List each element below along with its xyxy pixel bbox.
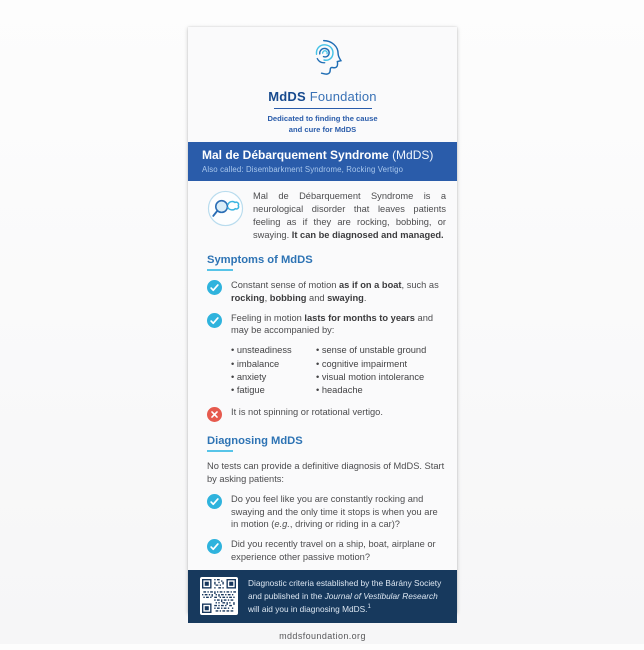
list-item-label: unsteadiness [236,345,292,356]
symptom-bullet-1-text [231,279,446,304]
logo-block [188,27,457,136]
logo-divider [274,108,372,109]
card-content [188,181,457,570]
symptoms-heading-underline [207,269,233,271]
text-segment: , [264,293,270,304]
qr-code [200,577,238,615]
text-segment: Do you feel like you are constantly rocking and swaying and the only time it stops is when you are in motion ( [231,493,438,530]
check-icon [207,539,222,554]
text-segment: e.g. [274,519,290,530]
list-item [316,384,426,397]
tagline-line-2: and cure for MdDS [288,125,357,135]
text-segment: rocking [231,293,265,304]
question-1-text [231,493,446,531]
brain-head-logo-icon [300,37,346,83]
list-item [231,371,303,384]
accompanying-symptoms-columns [231,344,446,398]
list-item-label: sense of unstable ground [321,345,427,356]
text-segment: will aid you in diagnosing MdDS. [248,603,368,614]
text-segment: Diagnostic criteria established by the Bárány Society and published in the [248,578,442,602]
citation-box [188,570,457,623]
symptom-bullet-2 [207,312,446,337]
text-segment: , driving or riding in a car)? [289,519,400,530]
question-bullet-2 [207,538,446,563]
text-segment: Constant sense of motion [231,280,340,291]
not-vertigo-text: It is not spinning or rotational vertigo. [231,406,383,417]
citation-text [248,577,445,616]
symptoms-heading: Symptoms of MdDS [207,254,313,267]
symptom-sublist-left [231,344,303,398]
logo-wordmark [188,89,457,104]
logo-wordmark-rest: Foundation [309,89,377,104]
intro-text-bold: It can be diagnosed and managed. [291,229,444,240]
diagnosing-heading: Diagnosing MdDS [207,434,303,447]
diagnosing-heading-underline [207,450,233,452]
page-title-abbrev: (MdDS) [392,147,434,162]
page-subtitle: Also called: Disembarkment Syndrome, Rocking Vertigo [202,165,404,175]
symptom-sublist-right [316,344,426,398]
footer [188,623,457,650]
list-item-label: cognitive impairment [321,358,408,369]
list-item-label: visual motion intolerance [321,371,425,382]
text-segment: and [306,293,328,304]
intro-paragraph [253,190,446,241]
symptom-bullet-1 [207,279,446,304]
question-bullet-1 [207,493,446,531]
check-icon [207,280,222,295]
check-icon [207,313,222,328]
text-segment: bobbing [269,293,307,304]
list-item [316,371,426,384]
tagline-line-1: Dedicated to finding the cause [267,114,378,123]
logo-wordmark-bold: MdDS [268,89,306,104]
list-item-label: fatigue [236,385,265,396]
text-segment: Journal of Vestibular Research [324,591,438,602]
list-item-label: anxiety [236,371,267,382]
intro-text-normal: Mal de Débarquement Syndrome is a neurological disorder that leaves patients feeling as if they are rocking, bobbing, or swaying. [253,191,446,240]
text-segment: and may be accompanied by: [231,312,434,336]
symptom-bullet-2-text [231,312,446,337]
page-title [202,148,443,162]
rack-card [188,27,457,641]
title-bar [188,142,457,181]
check-icon [207,494,222,509]
diagnosing-intro: No tests can provide a definitive diagnosis of MdDS. Start by asking patients: [207,460,445,484]
text-segment: . [363,293,367,304]
list-item [231,384,303,397]
list-item [231,358,303,371]
citation-footnote-marker: 1 [367,604,371,611]
list-item [231,344,303,357]
question-2-text: Did you recently travel on a ship, boat, airplane or experience other passive motion? [231,538,436,562]
logo-tagline [188,113,457,136]
magnifier-brain-icon [207,190,244,227]
text-segment: , such as [401,280,439,291]
intro-section [207,190,446,241]
list-item-label: headache [321,385,363,396]
page-title-main: Mal de Débarquement Syndrome [202,147,389,162]
text-segment: swaying [327,293,364,304]
text-segment: lasts for months to years [304,312,415,323]
list-item [316,344,426,357]
list-item-label: imbalance [236,358,280,369]
x-icon [207,407,222,422]
website-url: mddsfoundation.org [279,630,366,641]
text-segment: Feeling in motion [231,312,305,323]
not-vertigo-bullet [207,406,446,422]
list-item [316,358,426,371]
text-segment: as if on a boat [339,280,402,291]
